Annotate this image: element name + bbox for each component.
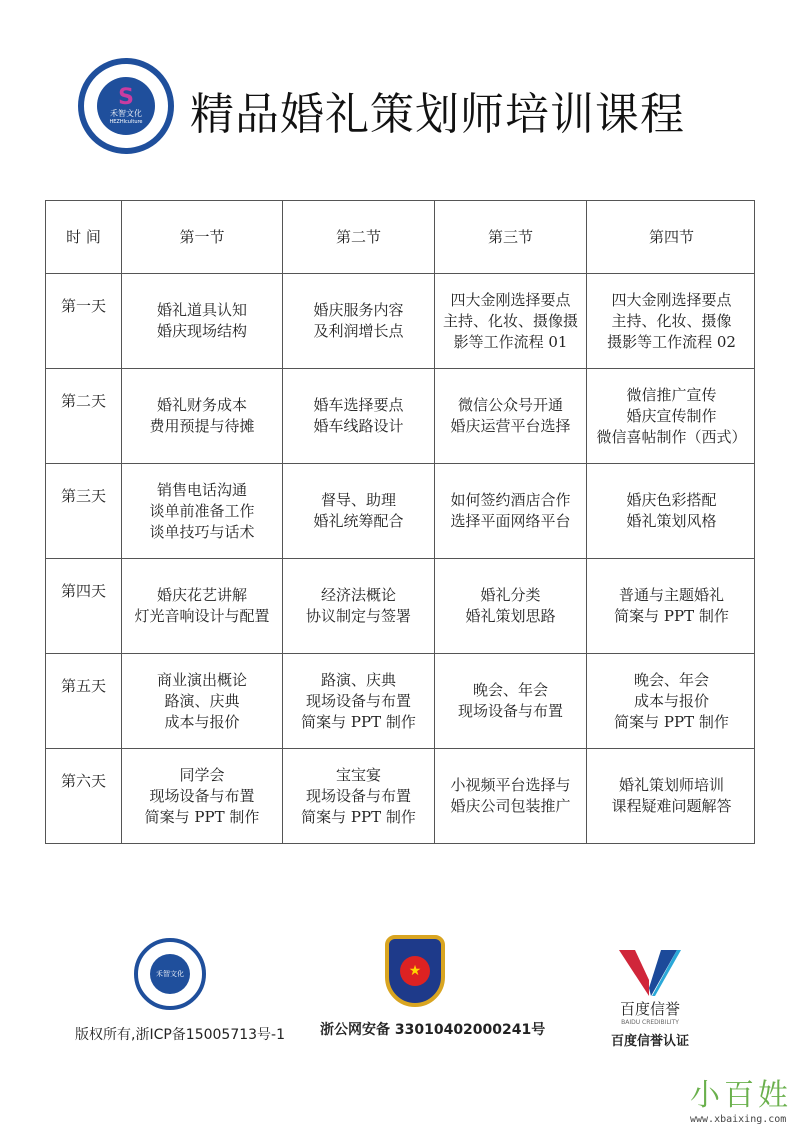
session-line: 小视频平台选择与 (450, 776, 571, 794)
session-line: 及利润增长点 (313, 322, 404, 340)
session-cell (283, 749, 434, 843)
session-line: 路演、庆典 (164, 691, 240, 710)
session-line: 成本与报价 (633, 691, 709, 710)
session-line: 婚礼财务成本 (156, 396, 247, 414)
day-label: 第一天 (46, 274, 121, 368)
session-line: 简案与 PPT 制作 (301, 807, 416, 826)
police-record-text: 浙公网安备 33010402000241号 (320, 1022, 546, 1038)
session-line: 婚庆现场结构 (156, 322, 247, 340)
logo-small-text: 禾智文化 (150, 954, 190, 994)
session-line: 现场设备与布置 (149, 786, 255, 805)
day-label: 第三天 (46, 464, 121, 558)
session-cell (283, 559, 434, 653)
session-line: 婚礼策划师培训 (618, 776, 724, 794)
session-line: 谈单前准备工作 (149, 501, 255, 520)
session-line: 摄影等工作流程 02 (607, 332, 736, 351)
session-line: 经济法概论 (320, 586, 396, 604)
session-cell (435, 369, 586, 463)
session-line: 成本与报价 (164, 712, 240, 731)
session-line: 微信喜帖制作（西式） (596, 427, 747, 446)
session-line: 选择平面网络平台 (450, 512, 571, 530)
session-line: 现场设备与布置 (305, 691, 411, 710)
logo-sub: HEZHIculture (109, 118, 143, 125)
session-line: 商业演出概论 (156, 670, 247, 689)
session-cell (435, 749, 586, 843)
session-line: 婚礼分类 (480, 586, 541, 604)
session-line: 婚车线路设计 (313, 417, 404, 435)
session-line: 灯光音响设计与配置 (134, 607, 270, 625)
session-line: 婚庆公司包装推广 (450, 797, 571, 815)
session-line: 同学会 (179, 765, 225, 784)
column-header: 第四节 (587, 201, 755, 273)
session-cell (283, 274, 434, 368)
session-line: 婚礼策划风格 (626, 512, 717, 530)
session-cell (122, 559, 282, 653)
baidu-sub: BAIDU CREDIBILITY (621, 1019, 679, 1026)
day-label: 第六天 (46, 749, 121, 843)
session-line: 晚会、年会 (633, 670, 709, 689)
footer-baidu-block (585, 950, 715, 1049)
session-cell (122, 654, 282, 748)
session-cell (587, 559, 755, 653)
session-cell (283, 369, 434, 463)
session-line: 四大金刚选择要点 (611, 290, 732, 309)
watermark-text: 小百姓 (690, 1078, 792, 1113)
session-line: 影等工作流程 01 (453, 332, 568, 351)
column-header: 时 间 (46, 201, 121, 273)
logo-mark-icon: S (118, 84, 134, 110)
schedule-table (45, 200, 755, 844)
session-cell (435, 654, 586, 748)
company-logo (78, 58, 174, 154)
session-line: 婚庆运营平台选择 (450, 417, 571, 435)
day-label: 第四天 (46, 559, 121, 653)
session-cell (122, 369, 282, 463)
session-line: 婚礼统筹配合 (313, 512, 404, 530)
logo-text: 禾智文化 (110, 108, 142, 118)
session-line: 现场设备与布置 (457, 702, 563, 720)
session-cell (435, 464, 586, 558)
session-line: 婚庆花艺讲解 (156, 586, 247, 604)
session-line: 协议制定与签署 (305, 607, 411, 625)
session-line: 婚庆宣传制作 (626, 406, 717, 425)
column-header: 第二节 (283, 201, 434, 273)
session-cell (587, 274, 755, 368)
session-line: 微信推广宣传 (626, 385, 717, 404)
session-line: 现场设备与布置 (305, 786, 411, 805)
session-line: 简案与 PPT 制作 (301, 712, 416, 731)
session-cell (283, 464, 434, 558)
session-cell (587, 369, 755, 463)
session-line: 主持、化妆、摄像 (611, 311, 732, 330)
footer-copyright-block (75, 938, 286, 1044)
session-cell (122, 749, 282, 843)
session-line: 督导、助理 (320, 491, 396, 509)
column-header: 第一节 (122, 201, 282, 273)
session-cell (283, 654, 434, 748)
watermark-url: www.xbaixing.com (690, 1114, 787, 1125)
session-cell (122, 274, 282, 368)
session-line: 晚会、年会 (472, 681, 548, 699)
session-line: 婚车选择要点 (313, 396, 404, 414)
session-line: 普通与主题婚礼 (618, 586, 724, 604)
session-cell (122, 464, 282, 558)
police-badge-icon: ★ (385, 935, 445, 1007)
watermark (690, 1070, 792, 1125)
day-label: 第二天 (46, 369, 121, 463)
footer-police-block (320, 935, 546, 1039)
session-line: 微信公众号开通 (457, 396, 563, 414)
copyright-text: 版权所有,浙ICP备15005713号-1 (75, 1027, 286, 1043)
session-line: 费用预提与待摊 (149, 417, 255, 435)
session-cell (587, 654, 755, 748)
session-line: 销售电话沟通 (156, 480, 247, 499)
session-line: 谈单技巧与话术 (149, 522, 255, 541)
session-line: 婚庆色彩搭配 (626, 491, 717, 509)
session-cell (587, 464, 755, 558)
session-line: 四大金刚选择要点 (450, 290, 571, 309)
page-title: 精品婚礼策划师培训课程 (190, 89, 685, 140)
session-line: 简案与 PPT 制作 (614, 607, 729, 625)
session-line: 如何签约酒店合作 (450, 491, 571, 509)
session-cell (587, 749, 755, 843)
session-cell (435, 559, 586, 653)
session-cell (435, 274, 586, 368)
column-header: 第三节 (435, 201, 586, 273)
session-line: 简案与 PPT 制作 (614, 712, 729, 731)
session-line: 路演、庆典 (320, 670, 396, 689)
session-line: 简案与 PPT 制作 (144, 807, 260, 826)
session-line: 宝宝宴 (335, 765, 381, 784)
session-line: 婚庆服务内容 (313, 301, 404, 319)
baidu-cert: 百度信誉认证 (610, 1034, 689, 1049)
baidu-v-icon (619, 950, 681, 996)
session-line: 主持、化妆、摄像摄 (442, 311, 578, 330)
session-line: 婚礼策划思路 (465, 607, 556, 625)
day-label: 第五天 (46, 654, 121, 748)
session-line: 课程疑难问题解答 (611, 797, 732, 815)
session-line: 婚礼道具认知 (156, 301, 247, 319)
company-logo-small (134, 938, 206, 1010)
baidu-brand: 百度信誉 (619, 1000, 680, 1018)
